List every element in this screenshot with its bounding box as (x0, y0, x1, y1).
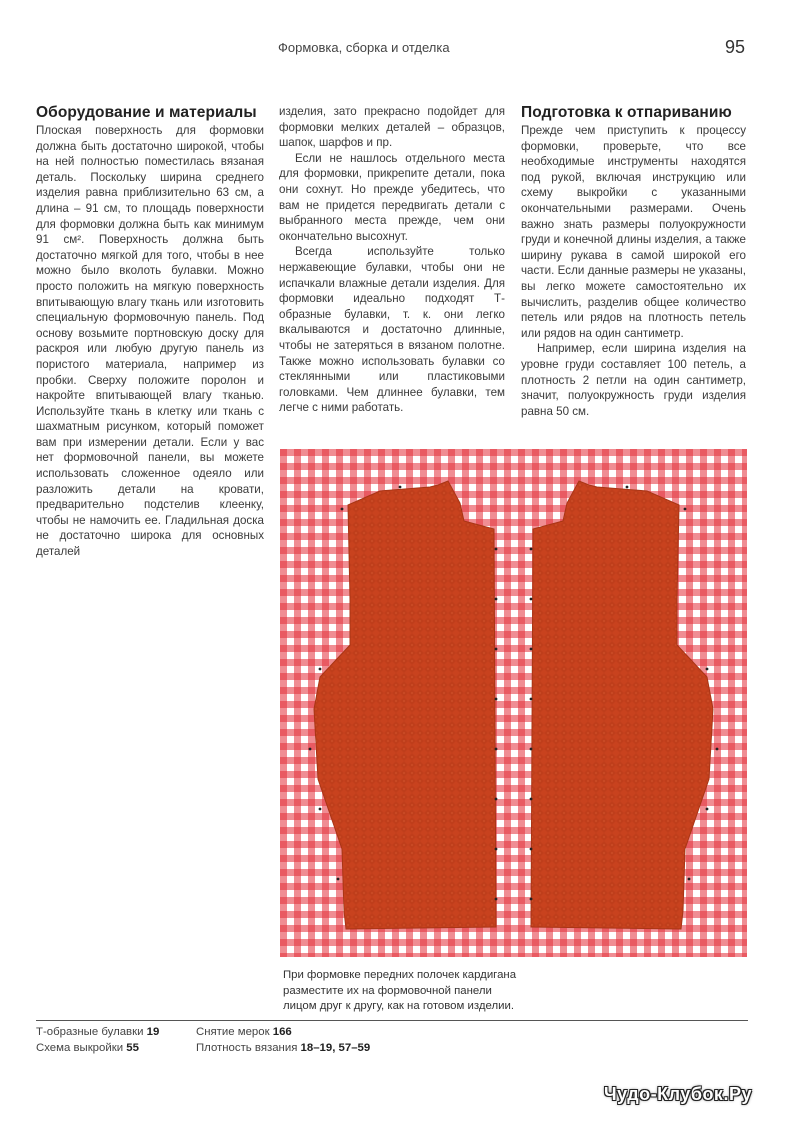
cross-reference: Т-образные булавки 19 (36, 1026, 160, 1038)
section-heading-equipment: Оборудование и материалы (36, 104, 257, 121)
paragraph: Всегда используйте только нержавеющие булавки, чтобы они не испачкали влажные детали изделия. Для формовки идеально подходят Т-образные булавки, т. к. они легко вкалываются и достаточно длинные, чтобы не затеряться в вязаном полотне. Также можно использовать булавки со стеклянными или пластиковыми головками. Чем длиннее булавки, тем легче с ними работать. (279, 245, 505, 415)
paragraph: Например, если ширина изделия на уровне груди составляет 100 петель, а плотность 2 петли на один сантиметр, значит, полуокружность груди изделия равна 50 см. (521, 342, 746, 418)
section-heading-steaming: Подготовка к отпариванию (521, 104, 732, 121)
text-column-2 (279, 104, 505, 416)
text-column-3 (521, 104, 746, 419)
text-column-1 (36, 104, 264, 560)
footer-divider (36, 1020, 748, 1021)
page-number: 95 (725, 37, 746, 57)
cross-reference: Снятие мерок 166 (196, 1026, 292, 1038)
photo-caption: При формовке передних полочек кардигана разместите их на формовочной панели лицом друг к другу, как на готовом изделии. (283, 969, 517, 1012)
cross-reference: Плотность вязания 18–19, 57–59 (196, 1042, 371, 1054)
paragraph: Плоская поверхность для формовки должна быть достаточно широкой, чтобы на ней полностью поместилась вязаная деталь. Поскольку ширина среднего изделия равна приблизительно 63 см, а длина – 91 см, то площадь поверхности для формовки должна быть как минимум 91 см². Поверхность должна быть достаточно мягкой для того, чтобы в нее можно было вколоть булавки. Можно просто положить на мягкую поверхность впитывающую влагу ткань или изготовить специальную формовочную панель. Под основу возьмите портновскую доску для раскроя или любую другую панель из пористого материала, например из пробки. Сверху положите поролон и накройте впитывающей влагу тканью. Используйте ткань в клетку или ткань с шахматным рисунком, который поможет вам при измерении детали. Если у вас нет формовочной панели, вы можете использовать сложенное одеяло или разложить детали на кровати, предварительно подстелив клеенку, чтобы не намочить ее. Гладильная доска не достаточно широка для основных деталей (36, 124, 264, 559)
paragraph: Если не нашлось отдельного места для формовки, прикрепите детали, пока они сохнут. Но прежде убедитесь, что вам не придется передвигать детали с выбранного места прежде, чем они окончательно высохнут. (279, 151, 505, 243)
running-header: Формовка, сборка и отделка (278, 40, 450, 55)
cross-reference: Схема выкройки 55 (36, 1042, 139, 1054)
paragraph: Прежде чем приступить к процессу формовки, проверьте, что все необходимые инструменты находятся под рукой, включая инструкцию или схему выкройки с указанными окончательными размерами. Очень важно знать размеры полуокружности груди и конечной длины изделия, а также ширину рукава в самой широкой его части. Если данные размеры не указаны, вы легко можете самостоятельно их вычислить, разделив общее количество петель или рядов на плотность петель или рядов на один сантиметр. (521, 124, 746, 340)
site-watermark: Чудо-Клубок.Ру (604, 1084, 752, 1104)
blocking-photo (280, 449, 747, 957)
paragraph: изделия, зато прекрасно подойдет для формовки мелких деталей – образцов, шапок, шарфов и пр. (279, 105, 505, 150)
